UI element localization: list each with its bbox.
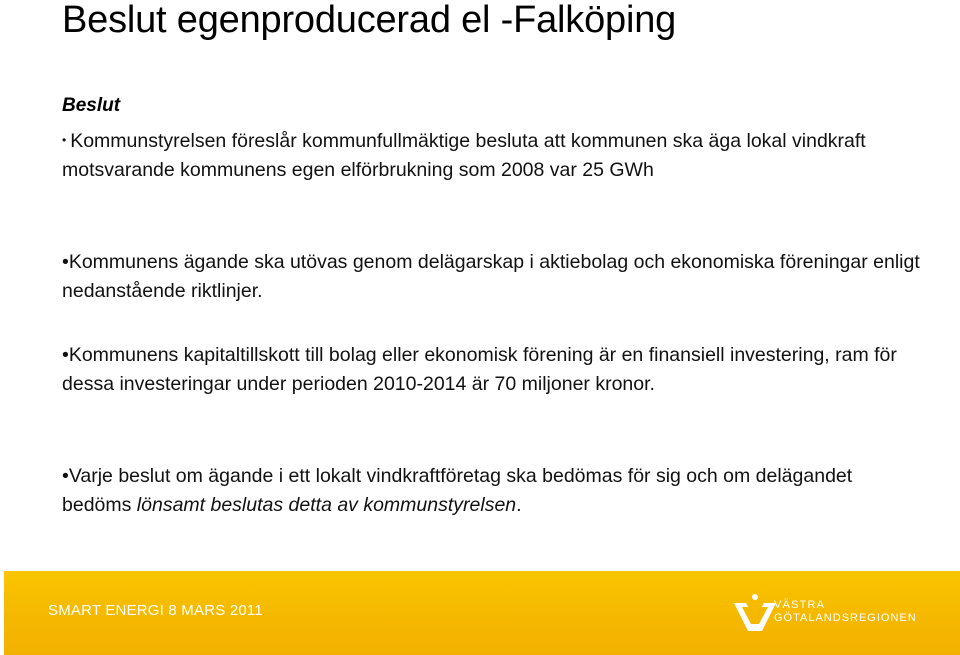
bullet-text-4-italic: lönsamt beslutas detta av kommunstyrelsen: [136, 493, 517, 516]
bullet-icon: •: [62, 251, 69, 273]
slide-title: Beslut egenproducerad el -Falköping: [62, 0, 677, 41]
bullet-text-3: Kommunens kapitaltillskott till bolag eller ekonomisk förening är en finansiell investering, ram för dessa investeringar under perioden 2010-2014 är 70 miljoner kronor.: [62, 344, 897, 395]
region-logo-icon: [732, 591, 778, 637]
bullet-icon: •: [62, 465, 69, 487]
bullet-item-4: [62, 462, 922, 519]
bullet-item-3: [62, 341, 922, 398]
bullet-icon: •: [62, 133, 67, 147]
vastra-gotalandsregionen-logo: [732, 591, 917, 637]
logo-text-line1: VÄSTRA: [774, 599, 826, 611]
bullet-icon: •: [62, 344, 69, 366]
bullet-item-1: [62, 126, 922, 184]
footer-bar: [4, 571, 960, 655]
footer-text: SMART ENERGI 8 MARS 2011: [48, 602, 263, 619]
logo-text-line2: GÖTALANDSREGIONEN: [774, 612, 917, 624]
bullet-text-4-end: .: [516, 493, 522, 516]
bullet-text-1: Kommunstyrelsen föreslår kommunfullmäktige besluta att kommunen ska äga lokal vindkraft motsvarande kommunens egen elförbrukning som 2008 var 25 GWh: [62, 130, 866, 181]
bullet-item-2: [62, 248, 922, 305]
section-heading: Beslut: [62, 95, 121, 116]
bullet-text-4-start: Varje beslut om ägande i ett lokalt vindkraftföretag ska bedömas för sig och om delägandet bedöms: [62, 465, 853, 516]
bullet-text-2: Kommunens ägande ska utövas genom delägarskap i aktiebolag och ekonomiska föreningar enligt nedanstående riktlinjer.: [62, 251, 920, 302]
